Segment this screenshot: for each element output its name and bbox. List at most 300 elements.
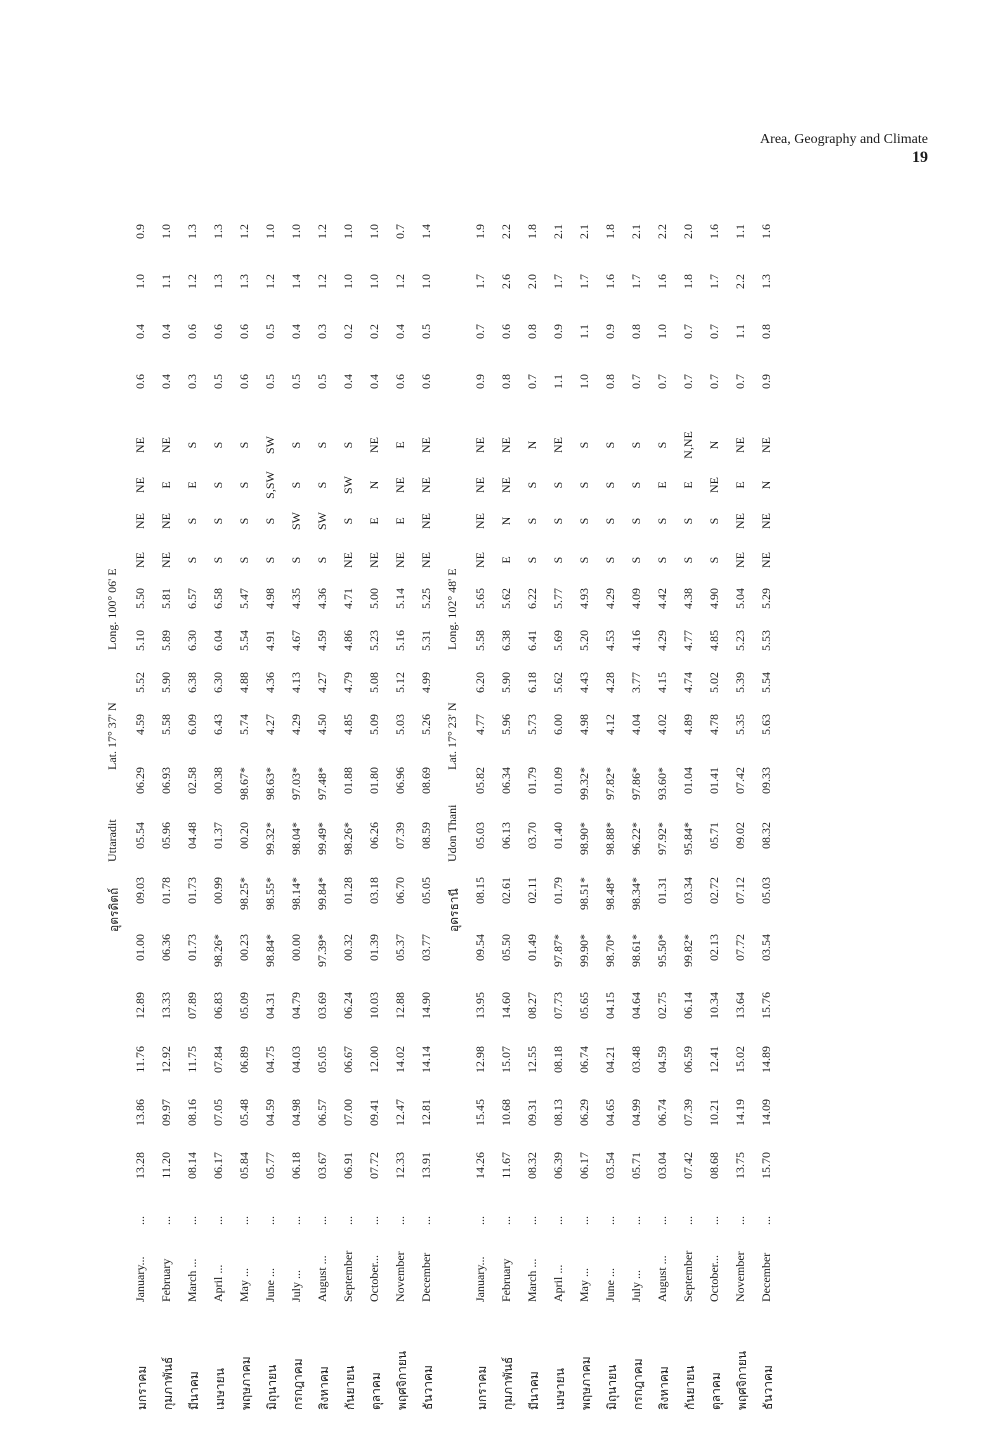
- value-cell: 06.18: [289, 1152, 303, 1179]
- value-cell: 13.28: [133, 1152, 147, 1179]
- value-cell: 0.9: [759, 374, 773, 389]
- value-cell: 5.10: [133, 630, 147, 651]
- wind-direction-cell: S: [237, 481, 251, 489]
- longitude-label: Long. 102° 48' E: [445, 568, 459, 650]
- value-cell: 1.0: [341, 224, 355, 239]
- value-cell: 10.21: [707, 1099, 721, 1126]
- value-cell: 13.33: [159, 992, 173, 1019]
- value-cell: 1.6: [759, 224, 773, 239]
- value-cell: 03.48: [629, 1046, 643, 1073]
- wind-direction-cell: SW: [315, 512, 329, 530]
- value-cell: 08.13: [551, 1099, 565, 1126]
- wind-direction-cell: NE: [733, 552, 747, 568]
- value-cell: 98.04*: [289, 822, 303, 855]
- wind-direction-cell: S: [603, 556, 617, 564]
- wind-direction-cell: NE: [551, 437, 565, 453]
- value-cell: 00.38: [211, 767, 225, 794]
- value-cell: 5.16: [393, 630, 407, 651]
- value-cell: 06.74: [655, 1099, 669, 1126]
- value-cell: 0.4: [341, 374, 355, 389]
- value-cell: 14.26: [473, 1152, 487, 1179]
- value-cell: 0.9: [133, 224, 147, 239]
- value-cell: 06.67: [341, 1046, 355, 1073]
- value-cell: 4.50: [315, 714, 329, 735]
- value-cell: 0.5: [211, 374, 225, 389]
- wind-direction-cell: N: [707, 440, 721, 450]
- value-cell: 1.7: [629, 274, 643, 289]
- value-cell: 97.03*: [289, 767, 303, 800]
- value-cell: 1.8: [603, 224, 617, 239]
- wind-direction-cell: S: [629, 517, 643, 525]
- value-cell: 07.84: [211, 1046, 225, 1073]
- thai-month-label: กรกฎาคม: [291, 1358, 305, 1410]
- value-cell: 0.6: [419, 374, 433, 389]
- value-cell: 5.54: [759, 672, 773, 693]
- value-cell: 13.95: [473, 992, 487, 1019]
- leader-dots: ...: [211, 1216, 225, 1225]
- value-cell: 15.07: [499, 1046, 513, 1073]
- value-cell: 5.65: [473, 588, 487, 609]
- value-cell: 00.00: [289, 934, 303, 961]
- value-cell: 09.97: [159, 1099, 173, 1126]
- table-row: [181, 170, 207, 1410]
- value-cell: 12.98: [473, 1046, 487, 1073]
- value-cell: 0.6: [211, 324, 225, 339]
- value-cell: 1.1: [551, 374, 565, 389]
- wind-direction-cell: E: [733, 481, 747, 489]
- month-label: November: [733, 1251, 747, 1302]
- value-cell: 12.81: [419, 1099, 433, 1126]
- value-cell: 5.02: [707, 672, 721, 693]
- value-cell: 0.7: [525, 374, 539, 389]
- value-cell: 5.58: [159, 714, 173, 735]
- leader-dots: ...: [759, 1216, 773, 1225]
- value-cell: 4.86: [341, 630, 355, 651]
- wind-direction-cell: S: [263, 556, 277, 564]
- value-cell: 4.29: [289, 714, 303, 735]
- wind-direction-cell: S: [655, 441, 669, 449]
- value-cell: 5.35: [733, 714, 747, 735]
- value-cell: 0.4: [133, 324, 147, 339]
- value-cell: 5.90: [499, 672, 513, 693]
- value-cell: 06.91: [341, 1152, 355, 1179]
- value-cell: 01.79: [551, 877, 565, 904]
- value-cell: 03.54: [759, 934, 773, 961]
- value-cell: 07.39: [393, 822, 407, 849]
- value-cell: 04.59: [263, 1099, 277, 1126]
- wind-direction-cell: S: [211, 556, 225, 564]
- wind-direction-cell: E: [159, 481, 173, 489]
- value-cell: 4.13: [289, 672, 303, 693]
- value-cell: 07.72: [367, 1152, 381, 1179]
- value-cell: 0.9: [603, 324, 617, 339]
- thai-month-label: ธันวาคม: [421, 1365, 435, 1410]
- value-cell: 08.32: [525, 1152, 539, 1179]
- wind-direction-cell: S: [341, 517, 355, 525]
- leader-dots: ...: [133, 1216, 147, 1225]
- value-cell: 02.75: [655, 992, 669, 1019]
- month-label: October...: [707, 1255, 721, 1302]
- page-header: [760, 132, 928, 168]
- value-cell: 0.7: [707, 324, 721, 339]
- leader-dots: ...: [237, 1216, 251, 1225]
- value-cell: 4.29: [655, 630, 669, 651]
- value-cell: 14.90: [419, 992, 433, 1019]
- wind-direction-cell: S: [211, 517, 225, 525]
- value-cell: 98.51*: [577, 877, 591, 910]
- value-cell: 5.39: [733, 672, 747, 693]
- wind-direction-cell: NE: [759, 513, 773, 529]
- wind-direction-cell: NE: [133, 513, 147, 529]
- wind-direction-cell: S: [315, 481, 329, 489]
- value-cell: 0.2: [341, 324, 355, 339]
- value-cell: 14.09: [759, 1099, 773, 1126]
- thai-month-label: มีนาคม: [527, 1371, 541, 1410]
- value-cell: 4.77: [473, 714, 487, 735]
- latitude-label: Lat. 17° 37' N: [105, 702, 119, 770]
- value-cell: 1.6: [707, 224, 721, 239]
- value-cell: 1.2: [315, 274, 329, 289]
- value-cell: 4.93: [577, 588, 591, 609]
- value-cell: 4.90: [707, 588, 721, 609]
- value-cell: 4.27: [263, 714, 277, 735]
- value-cell: 4.71: [341, 588, 355, 609]
- value-cell: 5.50: [133, 588, 147, 609]
- value-cell: 5.81: [159, 588, 173, 609]
- value-cell: 06.13: [499, 822, 513, 849]
- value-cell: 05.37: [393, 934, 407, 961]
- leader-dots: ...: [733, 1216, 747, 1225]
- value-cell: 5.63: [759, 714, 773, 735]
- wind-direction-cell: NE: [759, 437, 773, 453]
- value-cell: 06.93: [159, 767, 173, 794]
- value-cell: 5.52: [133, 672, 147, 693]
- value-cell: 4.29: [603, 588, 617, 609]
- value-cell: 1.0: [263, 224, 277, 239]
- value-cell: 0.6: [237, 374, 251, 389]
- value-cell: 0.6: [133, 374, 147, 389]
- value-cell: 06.14: [681, 992, 695, 1019]
- value-cell: 93.60*: [655, 767, 669, 800]
- value-cell: 4.91: [263, 630, 277, 651]
- value-cell: 06.57: [315, 1099, 329, 1126]
- leader-dots: ...: [367, 1216, 381, 1225]
- value-cell: 14.19: [733, 1099, 747, 1126]
- table-row: [755, 170, 781, 1410]
- value-cell: 03.54: [603, 1152, 617, 1179]
- value-cell: 5.23: [367, 630, 381, 651]
- value-cell: 09.02: [733, 822, 747, 849]
- thai-station-name: อุตรดิตถ์: [107, 887, 121, 932]
- value-cell: 01.41: [707, 767, 721, 794]
- table-row: [415, 170, 441, 1410]
- value-cell: 01.79: [525, 767, 539, 794]
- value-cell: 0.8: [629, 324, 643, 339]
- value-cell: 4.09: [629, 588, 643, 609]
- value-cell: 5.53: [759, 630, 773, 651]
- wind-direction-cell: S: [263, 517, 277, 525]
- value-cell: 4.89: [681, 714, 695, 735]
- wind-direction-cell: NE: [367, 552, 381, 568]
- wind-direction-cell: S: [211, 481, 225, 489]
- value-cell: 6.22: [525, 588, 539, 609]
- value-cell: 06.29: [577, 1099, 591, 1126]
- value-cell: 08.59: [419, 822, 433, 849]
- thai-month-label: สิงหาคม: [317, 1366, 331, 1410]
- month-label: January...: [133, 1256, 147, 1302]
- value-cell: 07.73: [551, 992, 565, 1019]
- thai-month-label: กุมภาพันธ์: [161, 1356, 175, 1410]
- value-cell: 01.49: [525, 934, 539, 961]
- value-cell: 15.70: [759, 1152, 773, 1179]
- wind-direction-cell: S: [289, 556, 303, 564]
- latitude-label: Lat. 17° 23' N: [445, 702, 459, 770]
- value-cell: 5.69: [551, 630, 565, 651]
- table-row: [337, 170, 363, 1410]
- thai-month-label: เมษายน: [213, 1368, 227, 1410]
- value-cell: 1.8: [525, 224, 539, 239]
- value-cell: 1.3: [211, 224, 225, 239]
- value-cell: 6.38: [185, 672, 199, 693]
- value-cell: 01.37: [211, 822, 225, 849]
- value-cell: 12.00: [367, 1046, 381, 1073]
- value-cell: 4.88: [237, 672, 251, 693]
- value-cell: 04.31: [263, 992, 277, 1019]
- value-cell: 06.59: [681, 1046, 695, 1073]
- value-cell: 06.26: [367, 822, 381, 849]
- wind-direction-cell: S: [707, 517, 721, 525]
- value-cell: 2.2: [655, 224, 669, 239]
- wind-direction-cell: E: [393, 517, 407, 525]
- station-header: [105, 170, 127, 1410]
- value-cell: 2.1: [577, 224, 591, 239]
- value-cell: 04.15: [603, 992, 617, 1019]
- value-cell: 98.55*: [263, 877, 277, 910]
- value-cell: 1.2: [315, 224, 329, 239]
- value-cell: 4.36: [263, 672, 277, 693]
- thai-month-label: พฤศจิกายน: [735, 1350, 749, 1410]
- wind-direction-cell: E: [681, 481, 695, 489]
- value-cell: 6.04: [211, 630, 225, 651]
- wind-direction-cell: S: [315, 441, 329, 449]
- wind-direction-cell: NE: [473, 477, 487, 493]
- wind-direction-cell: S: [577, 481, 591, 489]
- value-cell: 4.42: [655, 588, 669, 609]
- value-cell: 5.04: [733, 588, 747, 609]
- value-cell: 4.85: [707, 630, 721, 651]
- wind-direction-cell: S: [289, 481, 303, 489]
- value-cell: 0.7: [681, 374, 695, 389]
- value-cell: 0.6: [393, 374, 407, 389]
- thai-month-label: พฤศจิกายน: [395, 1350, 409, 1410]
- value-cell: 2.1: [629, 224, 643, 239]
- value-cell: 1.7: [473, 274, 487, 289]
- value-cell: 00.23: [237, 934, 251, 961]
- thai-month-label: กันยายน: [343, 1365, 357, 1410]
- month-label: October...: [367, 1255, 381, 1302]
- value-cell: 98.90*: [577, 822, 591, 855]
- value-cell: 1.2: [185, 274, 199, 289]
- wind-direction-cell: S: [315, 556, 329, 564]
- wind-direction-cell: S: [707, 556, 721, 564]
- table-row: [285, 170, 311, 1410]
- value-cell: 05.82: [473, 767, 487, 794]
- wind-direction-cell: S: [681, 517, 695, 525]
- value-cell: 05.05: [315, 1046, 329, 1073]
- value-cell: 2.2: [499, 224, 513, 239]
- value-cell: 0.5: [263, 374, 277, 389]
- value-cell: 4.99: [419, 672, 433, 693]
- value-cell: 03.04: [655, 1152, 669, 1179]
- table-row: [521, 170, 547, 1410]
- value-cell: 5.00: [367, 588, 381, 609]
- value-cell: 1.0: [289, 224, 303, 239]
- table-row: [469, 170, 495, 1410]
- wind-direction-cell: N: [499, 516, 513, 526]
- value-cell: 02.11: [525, 877, 539, 904]
- wind-direction-cell: S: [577, 441, 591, 449]
- value-cell: 12.88: [393, 992, 407, 1019]
- value-cell: 4.98: [577, 714, 591, 735]
- table-row: [495, 170, 521, 1410]
- value-cell: 95.50*: [655, 934, 669, 967]
- value-cell: 04.59: [655, 1046, 669, 1073]
- value-cell: 1.2: [237, 224, 251, 239]
- value-cell: 5.90: [159, 672, 173, 693]
- value-cell: 05.48: [237, 1099, 251, 1126]
- wind-direction-cell: NE: [133, 552, 147, 568]
- value-cell: 02.13: [707, 934, 721, 961]
- value-cell: 4.77: [681, 630, 695, 651]
- longitude-label: Long. 100° 06' E: [105, 568, 119, 650]
- value-cell: 99.82*: [681, 934, 695, 967]
- thai-month-label: พฤษภาคม: [239, 1356, 253, 1410]
- table-row: [625, 170, 651, 1410]
- wind-direction-cell: S: [629, 441, 643, 449]
- value-cell: 07.12: [733, 877, 747, 904]
- value-cell: 03.70: [525, 822, 539, 849]
- value-cell: 4.67: [289, 630, 303, 651]
- value-cell: 06.34: [499, 767, 513, 794]
- wind-direction-cell: S: [237, 517, 251, 525]
- value-cell: 5.74: [237, 714, 251, 735]
- value-cell: 06.70: [393, 877, 407, 904]
- value-cell: 4.53: [603, 630, 617, 651]
- value-cell: 1.4: [419, 224, 433, 239]
- wind-direction-cell: S: [525, 481, 539, 489]
- value-cell: 4.98: [263, 588, 277, 609]
- thai-month-label: กันยายน: [683, 1365, 697, 1410]
- wind-direction-cell: S: [655, 517, 669, 525]
- value-cell: 1.2: [263, 274, 277, 289]
- value-cell: 09.33: [759, 767, 773, 794]
- value-cell: 1.0: [655, 324, 669, 339]
- month-label: February: [159, 1258, 173, 1302]
- wind-direction-cell: S: [237, 556, 251, 564]
- wind-direction-cell: S,SW: [263, 471, 277, 499]
- wind-direction-cell: NE: [499, 477, 513, 493]
- wind-direction-cell: NE: [159, 437, 173, 453]
- leader-dots: ...: [577, 1216, 591, 1225]
- wind-direction-cell: S: [603, 441, 617, 449]
- value-cell: 6.38: [499, 630, 513, 651]
- value-cell: 6.09: [185, 714, 199, 735]
- station-name: Uttaradit: [105, 819, 119, 862]
- value-cell: 0.7: [393, 224, 407, 239]
- month-label: January...: [473, 1256, 487, 1302]
- value-cell: 4.36: [315, 588, 329, 609]
- thai-month-label: พฤษภาคม: [579, 1356, 593, 1410]
- thai-month-label: กุมภาพันธ์: [501, 1356, 515, 1410]
- value-cell: 04.65: [603, 1099, 617, 1126]
- value-cell: 5.25: [419, 588, 433, 609]
- wind-direction-cell: NE: [393, 477, 407, 493]
- value-cell: 04.75: [263, 1046, 277, 1073]
- value-cell: 99.90*: [577, 934, 591, 967]
- value-cell: 08.18: [551, 1046, 565, 1073]
- table-row: [573, 170, 599, 1410]
- value-cell: 98.67*: [237, 767, 251, 800]
- value-cell: 98.25*: [237, 877, 251, 910]
- wind-direction-cell: E: [393, 441, 407, 449]
- value-cell: 00.32: [341, 934, 355, 961]
- value-cell: 6.30: [211, 672, 225, 693]
- value-cell: 01.80: [367, 767, 381, 794]
- value-cell: 04.03: [289, 1046, 303, 1073]
- month-label: July ...: [629, 1269, 643, 1302]
- month-label: March ...: [185, 1258, 199, 1302]
- table-row: [599, 170, 625, 1410]
- value-cell: 6.20: [473, 672, 487, 693]
- wind-direction-cell: NE: [759, 552, 773, 568]
- value-cell: 4.85: [341, 714, 355, 735]
- value-cell: 0.4: [367, 374, 381, 389]
- value-cell: 07.05: [211, 1099, 225, 1126]
- value-cell: 1.3: [185, 224, 199, 239]
- value-cell: 14.89: [759, 1046, 773, 1073]
- value-cell: 01.04: [681, 767, 695, 794]
- value-cell: 08.69: [419, 767, 433, 794]
- value-cell: 10.68: [499, 1099, 513, 1126]
- leader-dots: ...: [341, 1216, 355, 1225]
- value-cell: 12.47: [393, 1099, 407, 1126]
- value-cell: 5.29: [759, 588, 773, 609]
- value-cell: 2.6: [499, 274, 513, 289]
- value-cell: 5.77: [551, 588, 565, 609]
- value-cell: 0.7: [629, 374, 643, 389]
- value-cell: 1.0: [367, 224, 381, 239]
- table-row: [207, 170, 233, 1410]
- thai-month-label: กรกฎาคม: [631, 1358, 645, 1410]
- leader-dots: ...: [315, 1216, 329, 1225]
- wind-direction-cell: E: [185, 481, 199, 489]
- value-cell: 0.4: [159, 374, 173, 389]
- value-cell: 99.32*: [263, 822, 277, 855]
- wind-direction-cell: S: [551, 556, 565, 564]
- value-cell: 0.5: [263, 324, 277, 339]
- value-cell: 5.09: [367, 714, 381, 735]
- value-cell: 13.86: [133, 1099, 147, 1126]
- value-cell: 0.3: [315, 324, 329, 339]
- table-row: [259, 170, 285, 1410]
- value-cell: 11.20: [159, 1152, 173, 1179]
- value-cell: 15.45: [473, 1099, 487, 1126]
- month-label: September: [341, 1250, 355, 1302]
- value-cell: 05.65: [577, 992, 591, 1019]
- value-cell: 03.18: [367, 877, 381, 904]
- value-cell: 0.7: [707, 374, 721, 389]
- value-cell: 01.73: [185, 877, 199, 904]
